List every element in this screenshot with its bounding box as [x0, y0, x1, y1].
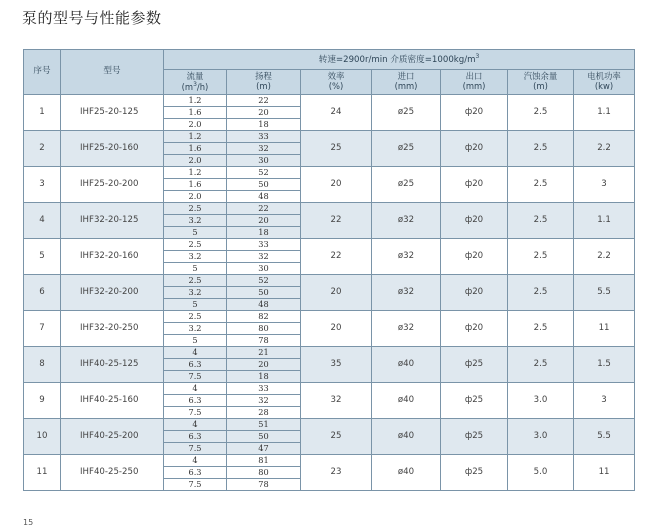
power-cell: 5.5	[574, 275, 635, 311]
table-body	[24, 95, 635, 491]
efficiency-cell: 23	[301, 455, 372, 491]
outlet-cell: ф20	[441, 131, 508, 167]
head-cell	[227, 167, 301, 203]
power-cell: 3	[574, 167, 635, 203]
head-cell-value: 33	[227, 239, 300, 251]
flow-cell	[164, 275, 227, 311]
flow-cell	[164, 95, 227, 131]
head-cell	[227, 347, 301, 383]
flow-cell-value: 5	[192, 227, 198, 237]
flow-cell-value: 1.6	[164, 179, 226, 191]
efficiency-cell: 24	[301, 95, 372, 131]
power-cell: 11	[574, 455, 635, 491]
head-cell-value: 21	[227, 347, 300, 359]
model-cell: IHF25-20-125	[61, 95, 164, 131]
outlet-cell: ф20	[441, 203, 508, 239]
header-seq: 序号	[24, 50, 61, 95]
head-cell-value: 80	[227, 323, 300, 335]
header-power: 电机功率 (kw)	[574, 70, 635, 95]
head-cell	[227, 275, 301, 311]
efficiency-cell: 25	[301, 419, 372, 455]
head-cell-value: 33	[227, 131, 300, 143]
flow-cell-value: 2.0	[188, 155, 202, 165]
seq-cell: 4	[24, 203, 61, 239]
table-row	[24, 455, 635, 491]
page-title: 泵的型号与性能参数	[22, 9, 162, 27]
inlet-cell: ø40	[372, 419, 441, 455]
npsh-cell: 5.0	[508, 455, 574, 491]
outlet-cell: ф20	[441, 239, 508, 275]
table-row	[24, 275, 635, 311]
flow-cell	[164, 419, 227, 455]
seq-cell: 3	[24, 167, 61, 203]
flow-cell-value: 1.6	[164, 107, 226, 119]
npsh-cell: 2.5	[508, 95, 574, 131]
head-cell-value: 28	[258, 407, 269, 417]
model-cell: IHF40-25-250	[61, 455, 164, 491]
head-cell-value: 20	[227, 359, 300, 371]
outlet-cell: ф20	[441, 311, 508, 347]
head-cell-value: 18	[258, 371, 269, 381]
npsh-cell: 2.5	[508, 167, 574, 203]
flow-cell-value: 6.3	[164, 395, 226, 407]
flow-cell	[164, 455, 227, 491]
power-cell: 2.2	[574, 131, 635, 167]
inlet-cell: ø32	[372, 311, 441, 347]
head-cell	[227, 311, 301, 347]
npsh-cell: 3.0	[508, 383, 574, 419]
seq-cell: 5	[24, 239, 61, 275]
table-row	[24, 95, 635, 131]
flow-cell	[164, 239, 227, 275]
flow-cell-value: 2.5	[164, 275, 226, 287]
seq-cell: 10	[24, 419, 61, 455]
flow-cell	[164, 203, 227, 239]
table-row	[24, 203, 635, 239]
outlet-cell: ф25	[441, 347, 508, 383]
header-speed-note: 转速=2900r/min 介质密度$=1000kg/m^3$	[164, 50, 635, 70]
flow-cell-value: 6.3	[164, 431, 226, 443]
table-row	[24, 347, 635, 383]
model-cell: IHF40-25-200	[61, 419, 164, 455]
seq-cell: 8	[24, 347, 61, 383]
efficiency-cell: 22	[301, 239, 372, 275]
head-cell	[227, 383, 301, 419]
power-cell: 11	[574, 311, 635, 347]
head-cell-value: 50	[227, 431, 300, 443]
head-cell-value: 30	[258, 263, 269, 273]
flow-cell-value: 1.2	[164, 131, 226, 143]
model-cell: IHF32-20-160	[61, 239, 164, 275]
model-cell: IHF25-20-200	[61, 167, 164, 203]
flow-cell-value: 4	[164, 419, 226, 431]
inlet-cell: ø32	[372, 203, 441, 239]
head-cell-value: 20	[227, 107, 300, 119]
head-cell-value: 78	[258, 479, 269, 489]
flow-cell	[164, 131, 227, 167]
seq-cell: 9	[24, 383, 61, 419]
flow-cell-value: 7.5	[188, 371, 202, 381]
head-cell-value: 48	[258, 191, 269, 201]
outlet-cell: ф25	[441, 419, 508, 455]
head-cell	[227, 203, 301, 239]
head-cell-value: 80	[227, 467, 300, 479]
table-row	[24, 419, 635, 455]
head-cell-value: 22	[227, 203, 300, 215]
table-row	[24, 239, 635, 275]
model-cell: IHF25-20-160	[61, 131, 164, 167]
flow-cell-value: 7.5	[188, 443, 202, 453]
flow-cell-value: 7.5	[188, 479, 202, 489]
efficiency-cell: 35	[301, 347, 372, 383]
head-cell-value: 32	[227, 251, 300, 263]
flow-cell-value: 1.6	[164, 143, 226, 155]
power-cell: 1.1	[574, 203, 635, 239]
head-cell	[227, 455, 301, 491]
head-cell-value: 50	[227, 179, 300, 191]
outlet-cell: ф20	[441, 167, 508, 203]
inlet-cell: ø40	[372, 347, 441, 383]
head-cell-value: 52	[227, 275, 300, 287]
npsh-cell: 2.5	[508, 131, 574, 167]
page-number: 15	[23, 518, 34, 527]
flow-cell-value: 2.5	[164, 311, 226, 323]
flow-cell-value: 3.2	[164, 323, 226, 335]
flow-cell-value: 6.3	[164, 359, 226, 371]
head-cell	[227, 239, 301, 275]
head-cell-value: 48	[258, 299, 269, 309]
inlet-cell: ø40	[372, 383, 441, 419]
power-cell: 1.1	[574, 95, 635, 131]
inlet-cell: ø25	[372, 95, 441, 131]
flow-cell-value: 3.2	[164, 215, 226, 227]
head-cell-value: 32	[227, 143, 300, 155]
flow-cell	[164, 167, 227, 203]
header-inlet: 进口 (mm)	[372, 70, 441, 95]
model-cell: IHF32-20-125	[61, 203, 164, 239]
npsh-cell: 2.5	[508, 275, 574, 311]
inlet-cell: ø25	[372, 131, 441, 167]
flow-cell	[164, 311, 227, 347]
head-cell-value: 33	[227, 383, 300, 395]
outlet-cell: ф20	[441, 95, 508, 131]
pump-spec-table	[23, 49, 635, 491]
head-cell-value: 22	[227, 95, 300, 107]
flow-cell-value: 1.2	[164, 95, 226, 107]
efficiency-cell: 25	[301, 131, 372, 167]
head-cell-value: 50	[227, 287, 300, 299]
npsh-cell: 3.0	[508, 419, 574, 455]
inlet-cell: ø32	[372, 239, 441, 275]
head-cell-value: 20	[227, 215, 300, 227]
head-cell-value: 47	[258, 443, 269, 453]
head-cell-value: 18	[258, 227, 269, 237]
head-cell-value: 82	[227, 311, 300, 323]
outlet-cell: ф25	[441, 455, 508, 491]
npsh-cell: 2.5	[508, 203, 574, 239]
flow-cell-value: 4	[164, 383, 226, 395]
head-cell-value: 81	[227, 455, 300, 467]
flow-cell-value: 4	[164, 347, 226, 359]
head-cell-value: 30	[258, 155, 269, 165]
flow-cell-value: 3.2	[164, 287, 226, 299]
head-cell-value: 32	[227, 395, 300, 407]
flow-cell-value: 5	[192, 299, 198, 309]
npsh-cell: 2.5	[508, 347, 574, 383]
flow-cell-value: 7.5	[188, 407, 202, 417]
flow-cell-value: 5	[192, 263, 198, 273]
header-model: 型号	[61, 50, 164, 95]
flow-cell-value: 2.0	[188, 191, 202, 201]
power-cell: 2.2	[574, 239, 635, 275]
seq-cell: 11	[24, 455, 61, 491]
head-cell	[227, 131, 301, 167]
seq-cell: 2	[24, 131, 61, 167]
head-cell-value: 18	[258, 119, 269, 129]
flow-cell-value: 1.2	[164, 167, 226, 179]
efficiency-cell: 22	[301, 203, 372, 239]
table-row	[24, 311, 635, 347]
seq-cell: 7	[24, 311, 61, 347]
flow-cell-value: 4	[164, 455, 226, 467]
flow-cell	[164, 383, 227, 419]
npsh-cell: 2.5	[508, 311, 574, 347]
flow-cell-value: 2.5	[164, 203, 226, 215]
table-row	[24, 131, 635, 167]
model-cell: IHF40-25-160	[61, 383, 164, 419]
head-cell	[227, 95, 301, 131]
table-row	[24, 383, 635, 419]
head-cell-value: 52	[227, 167, 300, 179]
flow-cell-value: 5	[192, 335, 198, 345]
header-head: 扬程 (m)	[227, 70, 301, 95]
seq-cell: 6	[24, 275, 61, 311]
power-cell: 3	[574, 383, 635, 419]
table-row	[24, 167, 635, 203]
header-outlet: 出口 (mm)	[441, 70, 508, 95]
header-efficiency: 效率 (%)	[301, 70, 372, 95]
efficiency-cell: 20	[301, 167, 372, 203]
inlet-cell: ø32	[372, 275, 441, 311]
head-cell-value: 78	[258, 335, 269, 345]
power-cell: 5.5	[574, 419, 635, 455]
power-cell: 1.5	[574, 347, 635, 383]
model-cell: IHF32-20-200	[61, 275, 164, 311]
head-cell-value: 51	[227, 419, 300, 431]
efficiency-cell: 20	[301, 275, 372, 311]
model-cell: IHF40-25-125	[61, 347, 164, 383]
flow-cell-value: 6.3	[164, 467, 226, 479]
npsh-cell: 2.5	[508, 239, 574, 275]
flow-cell-value: 2.5	[164, 239, 226, 251]
seq-cell: 1	[24, 95, 61, 131]
flow-cell-value: 2.0	[188, 119, 202, 129]
flow-cell-value: 3.2	[164, 251, 226, 263]
inlet-cell: ø25	[372, 167, 441, 203]
efficiency-cell: 20	[301, 311, 372, 347]
inlet-cell: ø40	[372, 455, 441, 491]
header-npsh: 汽蚀余量 (m)	[508, 70, 574, 95]
head-cell	[227, 419, 301, 455]
outlet-cell: ф25	[441, 383, 508, 419]
outlet-cell: ф20	[441, 275, 508, 311]
model-cell: IHF32-20-250	[61, 311, 164, 347]
efficiency-cell: 32	[301, 383, 372, 419]
flow-cell	[164, 347, 227, 383]
header-flow: 流量 $(m^3/h)$	[164, 70, 227, 95]
